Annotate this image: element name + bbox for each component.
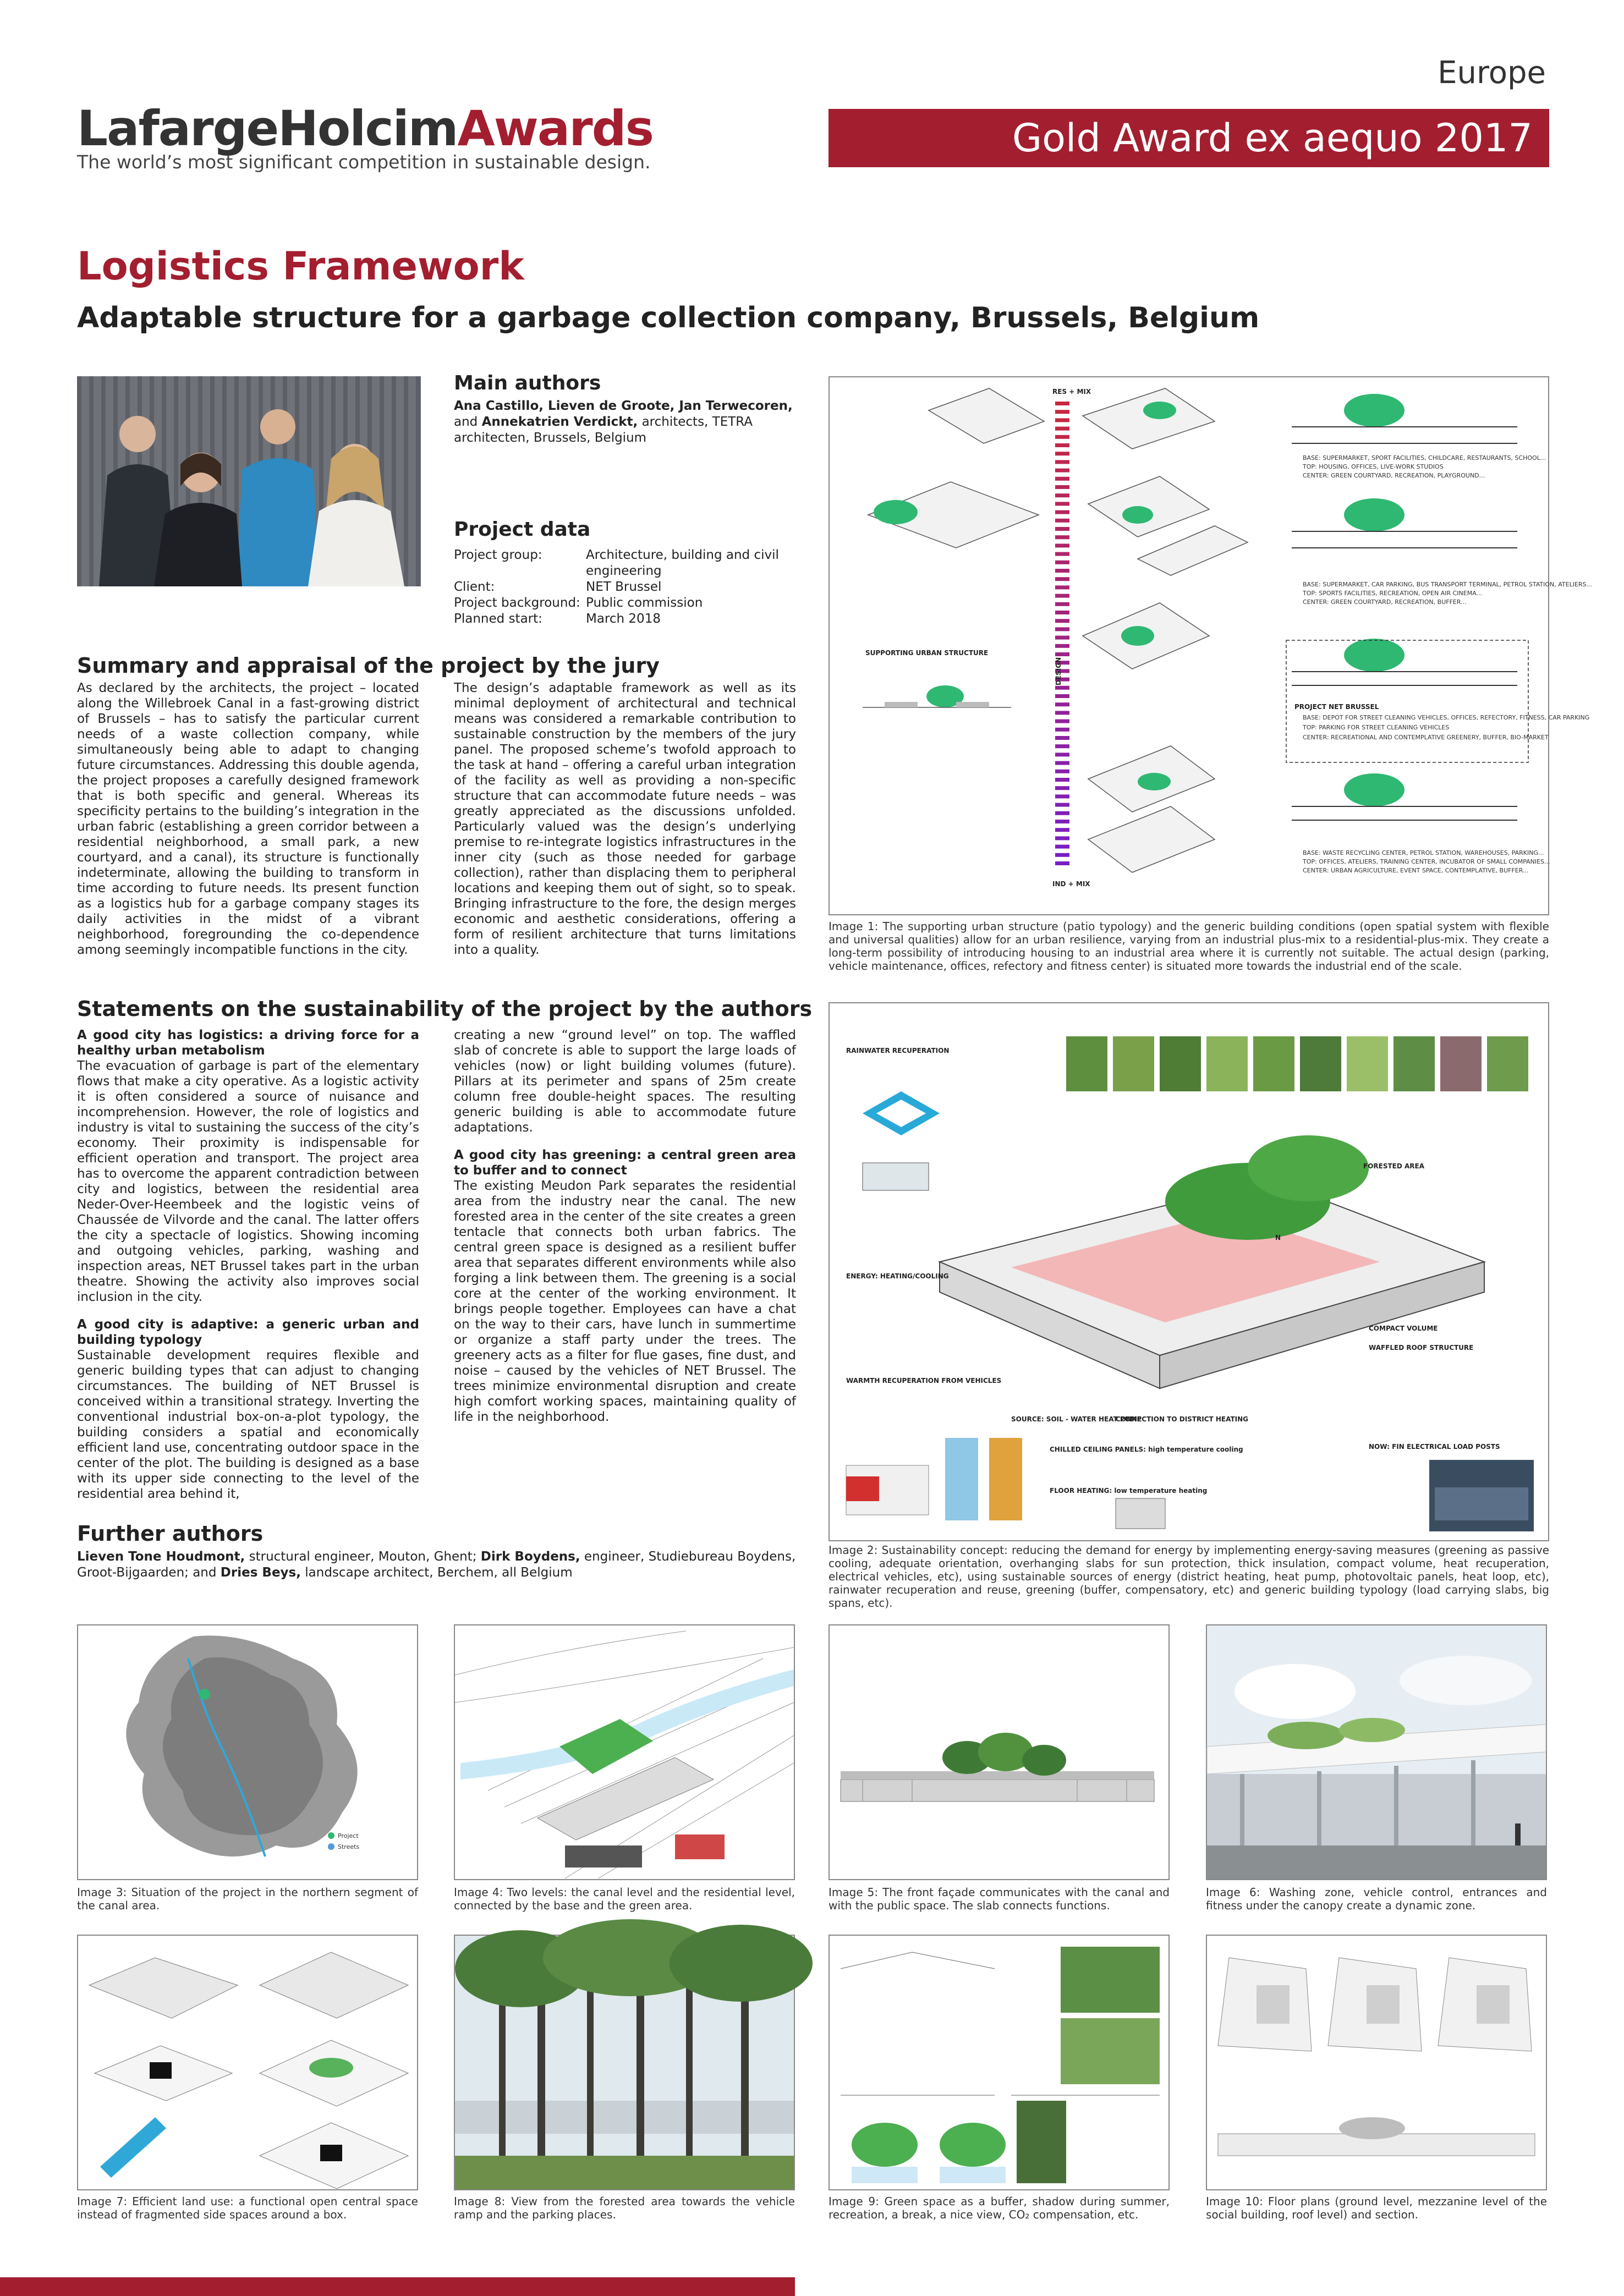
scale-stripe [1055, 853, 1069, 857]
image-6-washing-zone-render [1206, 1624, 1547, 1880]
statements-heading: Statements on the sustainability of the project by the authors [77, 997, 813, 1021]
scale-stripe [1055, 744, 1069, 748]
map-legend-streets: Streets [338, 1843, 360, 1850]
image-2-sustainability-concept [829, 1002, 1549, 1541]
scale-stripe [1055, 561, 1069, 564]
scale-stripe [1055, 820, 1069, 823]
conditions-1-center: CENTER: GREEN COURTYARD, RECREATION, PLAYGROUND... [1303, 472, 1485, 479]
conditions-2-base: BASE: SUPERMARKET, CAR PARKING, BUS TRANSPORT TERMINAL, PETROL STATION, ATELIERS... [1303, 581, 1593, 588]
scale-stripe [1055, 602, 1069, 606]
project-net-brussel-label: PROJECT NET BRUSSEL [1294, 703, 1379, 711]
conditions-4-top: TOP: OFFICES, ATELIERS, TRAINING CENTER, INCUBATOR OF SMALL COMPANIES... [1303, 858, 1550, 865]
scale-stripe [1055, 443, 1069, 447]
scale-stripe [1055, 644, 1069, 648]
conditions-3-base: BASE: DEPOT FOR STREET CLEANING VEHICLES, OFFICES, REFECTORY, FITNESS, CAR PARKING [1303, 714, 1590, 721]
project-data-table [454, 547, 800, 627]
statement-text-logistics: The evacuation of garbage is part of the elementary flows that make a city operative. As a logistic activity it is often considered a source of nuisance and incomprehension. However, the role of logistics and industry is vital to sustaining the success of the city’s economy. Their proximity is indispensable for efficient operation and transport. The project area has to overcome the apparent contradiction between city and logistics, between the residential area Neder-Over-Heembeek and the logistic veins of Chaussée de Vilvorde and the canal. The latter offers the city a spectacle of logistics. Showing incoming and outgoing vehicles, parking, washing and inspection areas, NET Brussel takes part in the urban theatre. Showing the activity also improves social inclusion in the city. [77, 1059, 419, 1304]
scale-stripe [1055, 493, 1069, 497]
statement-title-adaptive: A good city is adaptive: a generic urban and building typology [77, 1317, 419, 1347]
north-arrow: N [1275, 1234, 1281, 1242]
scale-stripe [1055, 435, 1069, 439]
scale-stripe [1055, 686, 1069, 690]
scale-stripe [1055, 611, 1069, 614]
compact-volume-label: COMPACT VOLUME [1369, 1325, 1438, 1332]
scale-stripe [1055, 652, 1069, 656]
project-data-value: NET Brussel [586, 580, 662, 594]
scale-stripe [1055, 719, 1069, 723]
image-3-situation-map [77, 1624, 418, 1880]
region-label: Europe [1438, 55, 1546, 91]
supporting-structure-label: SUPPORTING URBAN STRUCTURE [865, 649, 989, 657]
further-authors-text [77, 1549, 798, 1581]
tagline: The world’s most significant competition in sustainable design. [77, 151, 651, 173]
main-authors-names: Ana Castillo, Lieven de Groote, Jan Terwecoren, [454, 399, 793, 413]
footer-band [0, 2277, 795, 2296]
project-data-value: Public commission [586, 596, 703, 610]
scale-stripe [1055, 702, 1069, 706]
conditions-3-center: CENTER: RECREATIONAL AND CONTEMPLATIVE GREENERY, BUFFER, BIO-MARKET [1303, 734, 1549, 741]
image-10-floor-plans-and-section [1206, 1935, 1547, 2190]
scale-stripe [1055, 485, 1069, 489]
conditions-4-base: BASE: WASTE RECYCLING CENTER, PETROL STATION, WAREHOUSES, PARKING... [1303, 849, 1544, 856]
scale-stripe [1055, 427, 1069, 431]
image-7-land-use-models [77, 1935, 418, 2190]
statements-column-1 [77, 1028, 419, 1502]
image-9-green-buffer-sketches [829, 1935, 1170, 2190]
scale-stripe [1055, 861, 1069, 865]
caption-image-4: Image 4: Two levels: the canal level and the residential level, connected by the base and the green area. [454, 1886, 795, 1912]
further-author-name: Lieven Tone Houdmont, [77, 1550, 245, 1564]
project-data-key: Project background: [454, 596, 580, 610]
scale-stripe [1055, 543, 1069, 547]
project-data-key: Project group: [454, 548, 542, 562]
scale-stripe [1055, 552, 1069, 556]
caption-image-1: Image 1: The supporting urban structure (patio typology) and the generic building conditions (open spatial system with flexible and universal qualities) allow for an urban resilience, varying from an industrial plus-mix to a residential-plus-mix. They create a long-term possibility of introducing housing to an industrial area where it is currently not suitable. The actual design (parking, vehicle maintenance, offices, refectory and fitness center) is situated more towards the industrial end of the scale. [829, 920, 1549, 973]
team-photo [77, 376, 421, 586]
scale-design-label: DESIGN [1055, 657, 1062, 685]
scale-stripe [1055, 452, 1069, 455]
warmth-recuperation-label: WARMTH RECUPERATION FROM VEHICLES [846, 1377, 1002, 1385]
image-4-two-levels-plan [454, 1624, 795, 1880]
statement-title-logistics: A good city has logistics: a driving force for a healthy urban metabolism [77, 1028, 419, 1058]
further-author-name: Dirk Boydens, [480, 1550, 580, 1564]
further-authors-heading: Further authors [77, 1521, 264, 1546]
further-author-role: engineer, Studiebureau Boydens, Groot-Bijgaarden; and [77, 1550, 796, 1580]
conditions-3-top: TOP: PARKING FOR STREET CLEANING VEHICLES [1303, 724, 1450, 731]
scale-bottom-label: IND + MIX [1052, 880, 1090, 888]
caption-image-9: Image 9: Green space as a buffer, shadow during summer, recreation, a break, a nice view, CO₂ compensation, etc. [829, 2195, 1170, 2221]
further-author-name: Dries Beys, [220, 1566, 301, 1580]
scale-stripe [1055, 736, 1069, 740]
scale-stripe [1055, 535, 1069, 539]
project-data-row [454, 579, 800, 595]
scale-top-label: RES + MIX [1052, 388, 1091, 396]
floor-heating-label: FLOOR HEATING: low temperature heating [1050, 1487, 1208, 1495]
image-8-forested-area-render [454, 1935, 795, 2190]
award-banner: Gold Award ex aequo 2017 [829, 109, 1549, 167]
statement-text-adaptive-continued: creating a new “ground level” on top. The waffled slab of concrete is able to support the large loads of vehicles (now) or light building volumes (future). Pillars at its perimeter and spans of 25m create column free double-height spaces. The resulting generic building is able to accommodate future adaptations. [454, 1028, 796, 1135]
chilled-ceiling-label: CHILLED CEILING PANELS: high temperature cooling [1050, 1446, 1243, 1453]
caption-image-10: Image 10: Floor plans (ground level, mezzanine level of the social building, roof level) and section. [1206, 2195, 1547, 2221]
scale-stripe [1055, 519, 1069, 523]
conditions-1-top: TOP: HOUSING, OFFICES, LIVE-WORK STUDIOS [1303, 463, 1444, 470]
summary-column-1: As declared by the architects, the project – located along the Willebroek Canal in a fast-growing district of Brussels – has to satisfy the particular current needs of a waste collection company, while simultaneously being able to adapt to changing future circumstances. Addressing this double agenda, the project proposes a carefully designed framework that is both specific and general. Whereas its specificity pertains to the building’s integration in the urban fabric (establishing a green corridor between a residential neighborhood, a small park, a new courtyard, and a canal), its structure is functionally indeterminate, allowing the building to transform in time according to future needs. Its present function as a logistics hub for a garbage company stages its daily activities in the midst of a vibrant neighborhood, foregrounding the co-dependence among seemingly incompatible functions in the city. [77, 681, 419, 957]
scale-stripe [1055, 828, 1069, 832]
main-authors-and: and [454, 415, 482, 429]
scale-stripe [1055, 778, 1069, 782]
project-data-row [454, 547, 800, 579]
scale-stripe [1055, 811, 1069, 815]
project-title: Logistics Framework [77, 244, 524, 289]
scale-stripe [1055, 770, 1069, 773]
caption-image-5: Image 5: The front façade communicates with the canal and with the public space. The slab connects functions. [829, 1886, 1170, 1912]
project-data-row [454, 611, 800, 627]
project-data-key: Client: [454, 580, 495, 594]
scale-stripe [1055, 845, 1069, 849]
scale-stripe [1055, 577, 1069, 581]
project-data-value: Architecture, building and civil engineering [586, 548, 779, 578]
scale-stripe [1055, 786, 1069, 790]
scale-stripe [1055, 728, 1069, 732]
awards-logo [77, 100, 653, 157]
project-subtitle: Adaptable structure for a garbage collection company, Brussels, Belgium [77, 301, 1260, 334]
scale-stripe [1055, 836, 1069, 840]
forested-area-label: FORESTED AREA [1363, 1162, 1425, 1170]
conditions-4-center: CENTER: URBAN AGRICULTURE, EVENT SPACE, CONTEMPLATIVE, BUFFER... [1303, 867, 1529, 874]
image-5-front-facade [829, 1624, 1170, 1880]
caption-image-8: Image 8: View from the forested area towards the vehicle ramp and the parking places. [454, 2195, 795, 2221]
scale-stripe [1055, 636, 1069, 640]
project-data-row [454, 595, 800, 611]
statement-text-greening: The existing Meudon Park separates the residential area from the industry near the canal. The new forested area in the center of the site creates a green tentacle that connects both urban fabrics. The central green space is designed as a resilient buffer area that separates different environments while also forging a link between them. The greening is a social core at the center of the working environment. It brings people together. Employees can have a chat on the way to their cars, have lunch in summertime or organize a staff party under the trees. The greenery acts as a filter for flue gases, fine dust, and noise – caused by the vehicles of NET Brussel. The trees minimize environmental disruption and create high comfort working spaces, maintaining quality of life in the neighborhood. [454, 1179, 796, 1424]
project-data-value: March 2018 [586, 612, 661, 626]
main-authors-text [454, 398, 800, 446]
scale-stripe [1055, 477, 1069, 481]
main-authors-names2: Annekatrien Verdickt, [481, 415, 638, 429]
caption-image-7: Image 7: Efficient land use: a functional open central space instead of fragmented side spaces around a box. [77, 2195, 418, 2221]
scale-stripe [1055, 803, 1069, 807]
waffled-roof-label: WAFFLED ROOF STRUCTURE [1369, 1344, 1474, 1352]
scale-stripe [1055, 794, 1069, 798]
further-author-role: structural engineer, Mouton, Ghent; [245, 1550, 481, 1564]
statement-text-adaptive: Sustainable development requires flexible and generic building types that can adjust to changing circumstances. The building of NET Brussel is conceived within a transitional strategy. Inverting the conventional industrial box-on-a-plot typology, the building considers a spatial and economically efficient land use, concentrating outdoor space in the center of the plot. The building is designed as a base with its upper side connecting to the level of the residential area behind it, [77, 1348, 419, 1501]
scale-stripe [1055, 418, 1069, 422]
scale-stripe [1055, 460, 1069, 464]
main-authors-rest: architects, TETRA architecten, Brussels, Belgium [454, 415, 753, 445]
caption-image-3: Image 3: Situation of the project in the northern segment of the canal area. [77, 1886, 418, 1912]
district-heating-label: CONNECTION TO DISTRICT HEATING [1116, 1415, 1249, 1423]
statement-title-greening: A good city has greening: a central green area to buffer and to connect [454, 1148, 796, 1178]
heat-pump-label: SOURCE: SOIL - WATER HEAT PUMP [1011, 1415, 1142, 1423]
energy-label: ENERGY: HEATING/COOLING [846, 1272, 949, 1280]
summary-column-2: The design’s adaptable framework as well as its minimal deployment of architectural and technical means was considered a remarkable contribution to sustainable construction by the members of the jury panel. The proposed scheme’s twofold approach to the task at hand – offering a careful urban integration of the facility as well as providing a non-specific structure that can accommodate future needs – was greatly appreciated as the discussions unfolded. Particularly valued was the design’s underlying premise to re-integrate logistics infrastructures in the inner city (such as those needed for garbage collection), rather than displacing them to peripheral locations and keeping them out of sight, so to speak. Bringing infrastructure to the fore, the design merges economic and aesthetic considerations, offering a form of resilient architecture that turns limitations into a quality. [454, 681, 796, 957]
logo-part-awards: Awards [457, 100, 654, 157]
map-legend-project: Project [338, 1832, 359, 1839]
further-author-role: landscape architect, Berchem, all Belgium [300, 1566, 573, 1580]
summary-heading: Summary and appraisal of the project by the jury [77, 653, 660, 678]
conditions-2-center: CENTER: GREEN COURTYARD, RECREATION, BUFFER... [1303, 598, 1467, 606]
project-data-heading: Project data [454, 518, 591, 541]
caption-image-2: Image 2: Sustainability concept: reducing the demand for energy by implementing energy-saving measures (greening as passive cooling, adequate orientation, overhanging slabs for sun protection, thick insulation, compact volume, heat recuperation, electrical vehicles, etc), using sustainable sources of energy (district heating, heat pump, photovoltaic panels, heat loop, etc), rainwater recuperation and reuse, greening (buffer, compensatory, etc) and generic building typology (load carrying slabs, big spans, etc). [829, 1544, 1549, 1610]
logo-part-company: LafargeHolcim [77, 100, 458, 157]
scale-stripe [1055, 510, 1069, 514]
scale-stripe [1055, 585, 1069, 589]
scale-stripe [1055, 752, 1069, 756]
statements-column-2 [454, 1028, 796, 1425]
project-data-key: Planned start: [454, 612, 542, 626]
scale-stripe [1055, 410, 1069, 414]
scale-stripe [1055, 619, 1069, 623]
scale-stripe [1055, 469, 1069, 473]
scale-stripe [1055, 694, 1069, 698]
electrical-fleet-label: NOW: FIN ELECTRICAL LOAD POSTS [1369, 1443, 1500, 1451]
scale-stripe [1055, 527, 1069, 531]
scale-stripe [1055, 402, 1069, 405]
rainwater-label: RAINWATER RECUPERATION [846, 1047, 950, 1054]
scale-stripe [1055, 627, 1069, 631]
caption-image-6: Image 6: Washing zone, vehicle control, entrances and fitness under the canopy create a dynamic zone. [1206, 1886, 1547, 1912]
conditions-2-top: TOP: SPORTS FACILITIES, RECREATION, OPEN AIR CINEMA... [1303, 590, 1483, 597]
scale-stripe [1055, 502, 1069, 506]
scale-stripe [1055, 569, 1069, 573]
conditions-1-base: BASE: SUPERMARKET, SPORT FACILITIES, CHILDCARE, RESTAURANTS, SCHOOL... [1303, 454, 1546, 462]
image-1-urban-structure-diagram [829, 376, 1593, 915]
main-authors-heading: Main authors [454, 372, 601, 394]
scale-stripe [1055, 761, 1069, 765]
scale-stripe [1055, 594, 1069, 598]
scale-stripe [1055, 711, 1069, 715]
